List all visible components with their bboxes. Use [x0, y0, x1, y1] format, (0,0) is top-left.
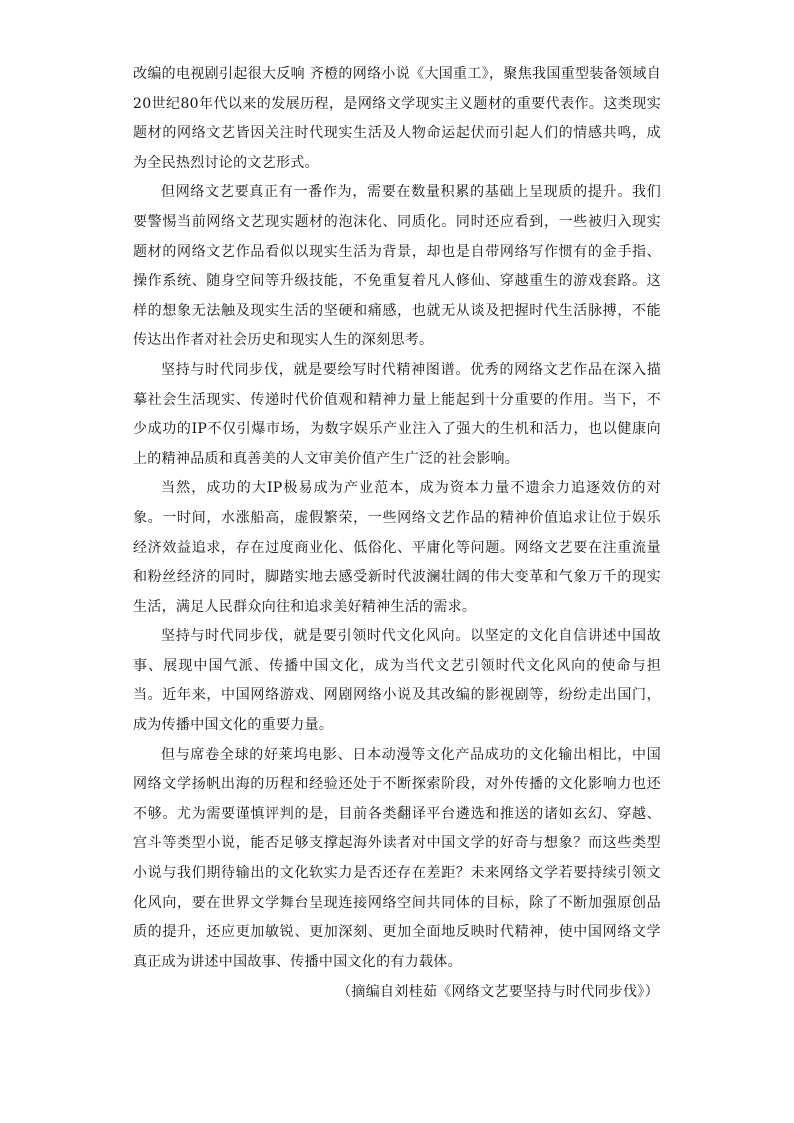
- paragraph-4: 当然，成功的大IP极易成为产业范本，成为资本力量不遗余力追逐效仿的对象。一时间，水涨船高，虚假繁荣，一些网络文艺作品的精神价值追求让位于娱乐经济效益追求，存在过度商业化、低俗化、平庸化等问题。网络文艺要在注重流量和粉丝经济的同时，脚踏实地去感受新时代波澜壮阔的伟大变革和气象万千的现实生活，满足人民群众向往和追求美好精神生活的需求。: [133, 480, 661, 615]
- paragraph-3: 坚持与时代同步伐，就是要绘写时代精神图谱。优秀的网络文艺作品在深入描摹社会生活现实、传递时代价值观和精神力量上能起到十分重要的作用。当下，不少成功的IP不仅引爆市场，为数字娱乐产业注入了强大的生机和活力，也以健康向上的精神品质和真善美的人文审美价值产生广泛的社会影响。: [133, 361, 661, 467]
- paragraph-5: 坚持与时代同步伐，就是要引领时代文化风向。以坚定的文化自信讲述中国故事、展现中国气派、传播中国文化，成为当代文艺引领时代文化风向的使命与担当。近年来，中国网络游戏、网剧网络小说及其改编的影视剧等，纷纷走出国门，成为传播中国文化的重要力量。: [133, 628, 661, 734]
- paragraph-1: 改编的电视剧引起很大反响 齐橙的网络小说《大国重工》，聚焦我国重型装备领域自20世纪80年代以来的发展历程，是网络文学现实主义题材的重要代表作。这类现实题材的网络文艺皆因关注时代现实生活及人物命运起伏而引起人们的情感共鸣，成为全民热烈讨论的文艺形式。: [133, 66, 661, 171]
- paragraph-2: 但网络文艺要真正有一番作为，需要在数量积累的基础上呈现质的提升。我们要警惕当前网络文艺现实题材的泡沫化、同质化。同时还应看到，一些被归入现实题材的网络文艺作品看似以现实生活为背景，却也是自带网络写作惯有的金手指、操作系统、随身空间等升级技能，不免重复着凡人修仙、穿越重生的游戏套路。这样的想象无法触及现实生活的坚硬和痛感，也就无从谈及把握时代生活脉搏，不能传达出作者对社会历史和现实人生的深刻思考。: [133, 184, 661, 349]
- paragraph-6: 但与席卷全球的好莱坞电影、日本动漫等文化产品成功的文化输出相比，中国网络文学扬帆出海的历程和经验还处于不断探索阶段，对外传播的文化影响力也还不够。尤为需要谨慎评判的是，目前各类翻译平台遴选和推送的诸如玄幻、穿越、宫斗等类型小说，能否足够支撑起海外读者对中国文学的好奇与想象？而这些类型小说与我们期待输出的文化软实力是否还存在差距？未来网络文学若要持续引领文化风向，要在世界文学舞台呈现连接网络空间共同体的目标，除了不断加强原创品质的提升，还应更加敏锐、更加深刻、更加全面地反映时代精神，使中国网络文学真正成为讲述中国故事、传播中国文化的有力载体。: [133, 746, 661, 970]
- source-citation: （摘编自刘桂茹《网络文艺要坚持与时代同步伐》）: [337, 984, 659, 1001]
